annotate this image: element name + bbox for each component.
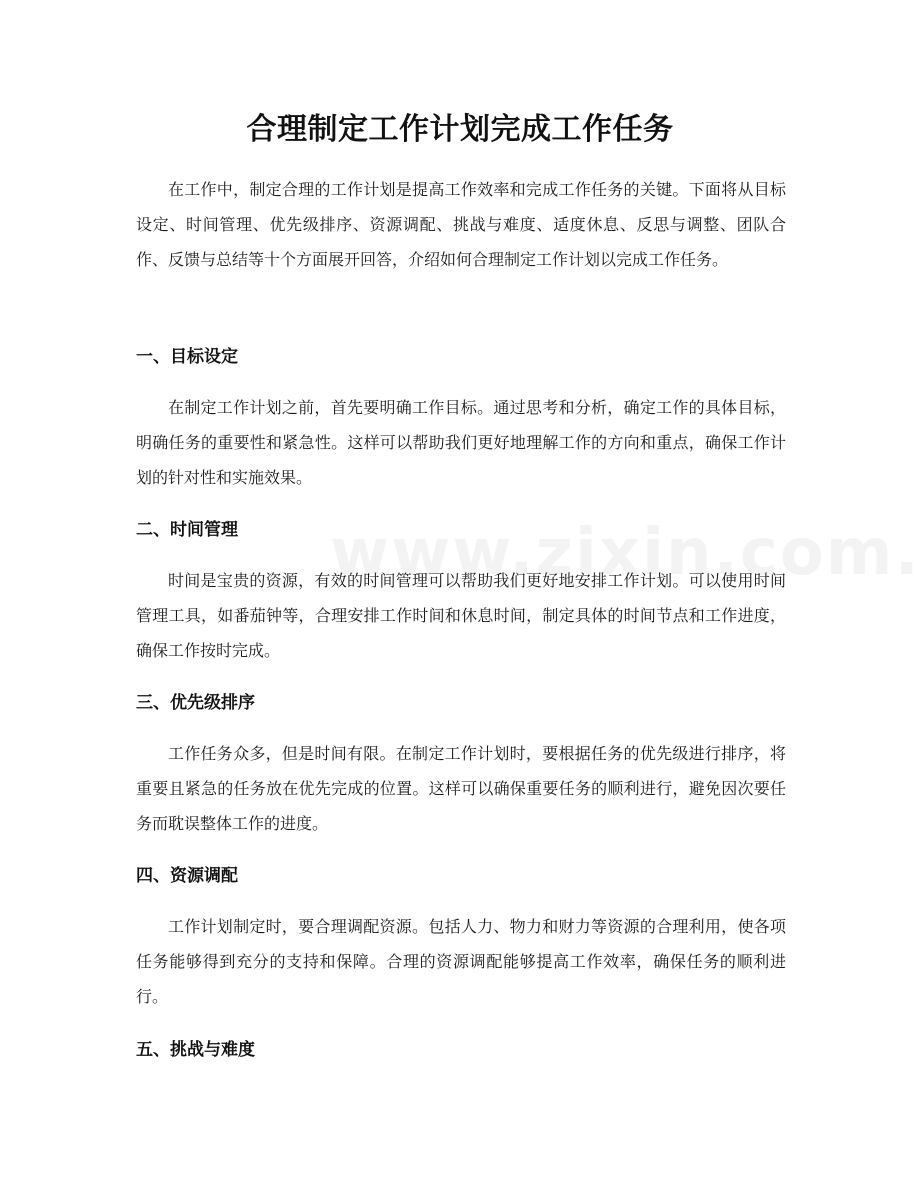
section-body-priority: 工作任务众多，但是时间有限。在制定工作计划时，要根据任务的优先级进行排序，将重要且紧急的任务放在优先完成的位置。这样可以确保重要任务的顺利进行，避免因次要任务而耽误整体工作的进度。	[136, 744, 786, 833]
section-heading-time: 二、时间管理	[136, 520, 238, 540]
section-heading-resources: 四、资源调配	[136, 866, 238, 886]
section-body-time: 时间是宝贵的资源，有效的时间管理可以帮助我们更好地安排工作计划。可以使用时间管理工具，如番茄钟等，合理安排工作时间和休息时间，制定具体的时间节点和工作进度，确保工作按时完成。	[136, 571, 786, 660]
section-body-resources: 工作计划制定时，要合理调配资源。包括人力、物力和财力等资源的合理利用，使各项任务能够得到充分的支持和保障。合理的资源调配能够提高工作效率，确保任务的顺利进行。	[136, 917, 786, 1006]
section-heading-priority: 三、优先级排序	[136, 693, 255, 713]
section-body-goal: 在制定工作计划之前，首先要明确工作目标。通过思考和分析，确定工作的具体目标，明确任务的重要性和紧急性。这样可以帮助我们更好地理解工作的方向和重点，确保工作计划的针对性和实施效果。	[136, 398, 786, 487]
section-heading-goal: 一、目标设定	[136, 347, 238, 367]
document-title: 合理制定工作计划完成工作任务	[246, 112, 674, 147]
section-heading-challenge: 五、挑战与难度	[136, 1040, 255, 1060]
intro-paragraph: 在工作中，制定合理的工作计划是提高工作效率和完成工作任务的关键。下面将从目标设定、时间管理、优先级排序、资源调配、挑战与难度、适度休息、反思与调整、团队合作、反馈与总结等十个方面展开回答，介绍如何合理制定工作计划以完成工作任务。	[136, 180, 786, 269]
